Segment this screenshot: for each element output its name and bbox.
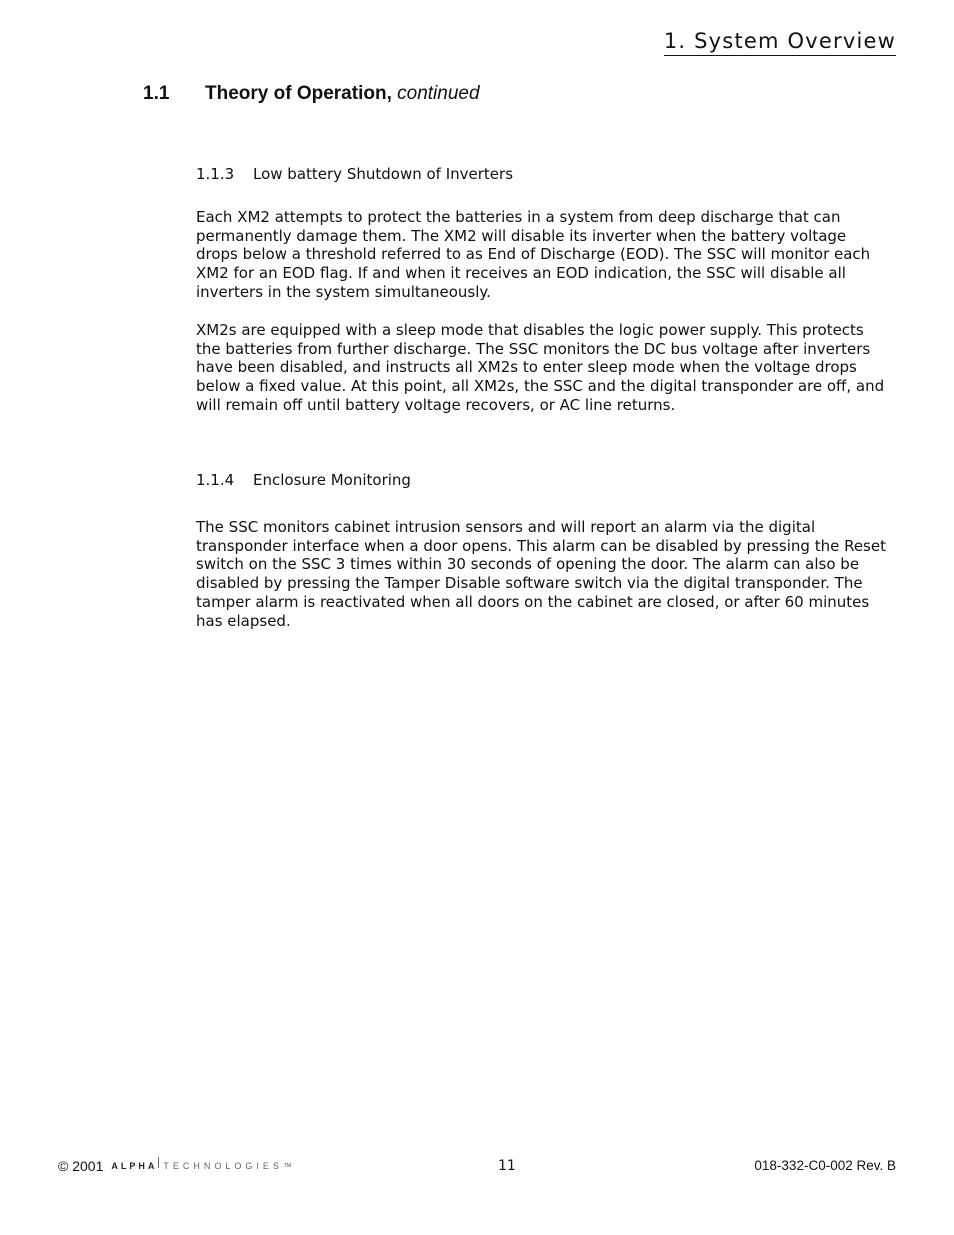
subsection-heading-1-1-3 [196,164,513,184]
subsection-title: Enclosure Monitoring [253,471,411,489]
copyright: © 2001 [58,1158,104,1174]
section-number: 1.1 [143,83,170,104]
section-continued: continued [397,83,480,104]
logo-divider [158,1157,159,1168]
chapter-header: 1. System Overview [664,28,896,56]
page-number: 11 [498,1158,516,1174]
subsection-title: Low battery Shutdown of Inverters [253,165,514,183]
subsection-number: 1.1.3 [196,165,235,183]
paragraph: XM2s are equipped with a sleep mode that disables the logic power supply. This protects the batteries from further discharge. The SSC monitors the DC bus voltage after inverters have been disabled, and instructs all XM2s to enter sleep mode when the voltage drops below a fixed value. At this point, all XM2s, the SSC and the digital transponder are off, and will remain off until battery voltage recovers, or AC line returns. [196,321,885,414]
alpha-technologies-logo [111,1157,291,1175]
logo-technologies-text: TECHNOLOGIES [163,1161,283,1171]
paragraph: Each XM2 attempts to protect the batteries in a system from deep discharge that can permanently damage them. The XM2 will disable its inverter when the battery voltage drops below a threshold referred to as End of Discharge (EOD). The SSC will monitor each XM2 for an EOD flag. If and when it receives an EOD indication, the SSC will disable all inverters in the system simultaneously. [196,208,871,301]
footer-left [58,1157,291,1175]
logo-trademark: TM [283,1163,292,1169]
section-heading [143,82,480,106]
document-id: 018-332-C0-002 Rev. B [754,1158,896,1173]
section-title: Theory of Operation, [205,83,392,104]
subsection-number: 1.1.4 [196,471,235,489]
paragraph: The SSC monitors cabinet intrusion sensors and will report an alarm via the digital transponder interface when a door opens. This alarm can be disabled by pressing the Reset switch on the SSC 3 times within 30 seconds of opening the door. The alarm can also be disabled by pressing the Tamper Disable software switch via the digital transponder. The tamper alarm is reactivated when all doors on the cabinet are closed, or after 60 minutes has elapsed. [196,518,886,630]
subsection-heading-1-1-4 [196,470,411,490]
logo-alpha-text: ALPHA [111,1161,158,1171]
